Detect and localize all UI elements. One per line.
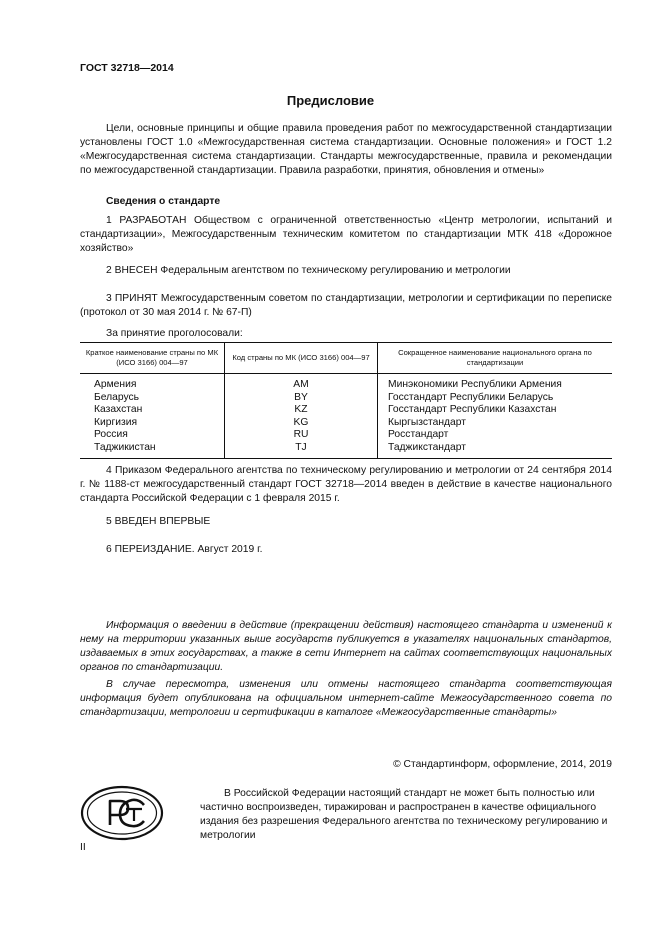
country-code: AM (225, 374, 378, 392)
country-name: Казахстан (94, 404, 143, 415)
rst-logo-icon (80, 785, 164, 841)
item-4-order: 4 Приказом Федерального агентства по техническому регулированию и метрологии от 24 сентября 2014 г. № 1188-ст межгосударственный стандарт ГОСТ 32718—2014 введен в действие в качестве национального стандарта Российской Федерации с 1 февраля 2015 г. (80, 465, 612, 504)
country-name: Таджикистан (80, 442, 225, 459)
standards-body: Госстандарт Республики Казахстан (388, 404, 557, 415)
item-2-submitted: 2 ВНЕСЕН Федеральным агентством по техническому регулированию и метрологии (106, 265, 511, 276)
document-number: ГОСТ 32718—2014 (80, 62, 174, 74)
page-title: Предисловие (286, 93, 375, 108)
standards-body: Госстандарт Республики Беларусь (388, 391, 554, 403)
country-code: TJ (225, 442, 378, 459)
voting-countries-table (80, 342, 612, 459)
table-row (80, 442, 612, 459)
standards-body: Кыргызстандарт (388, 416, 467, 428)
table-header-row (80, 343, 612, 374)
country-name: Армения (94, 379, 137, 390)
table-row (80, 392, 612, 405)
column-header-code: Код страны по МК (ИСО 3166) 004—97 (225, 343, 378, 374)
standards-body: Минэкономики Республики Армения (388, 379, 562, 390)
country-name: Беларусь (94, 391, 140, 403)
table-row (80, 429, 612, 442)
country-code: KG (225, 417, 378, 430)
page-number: II (80, 842, 86, 853)
standards-body: Таджикстандарт (378, 442, 613, 459)
rights-notice: В Российской Федерации настоящий стандарт не может быть полностью или частично воспроизведен, тиражирован и распространен в качестве официального издания без разрешения Федерального агентства по техническому регулированию и метрологии (200, 788, 608, 841)
column-header-country: Краткое наименование страны по МК (ИСО 3166) 004—97 (80, 343, 225, 374)
country-code: BY (225, 392, 378, 405)
table-row (80, 374, 612, 392)
item-5-introduced: 5 ВВЕДЕН ВПЕРВЫЕ (106, 516, 211, 527)
table-row (80, 417, 612, 430)
copyright-notice: © Стандартинформ, оформление, 2014, 2019 (393, 759, 612, 770)
voted-label: За принятие проголосовали: (106, 328, 243, 339)
section-title: Сведения о стандарте (106, 196, 221, 207)
info-paragraph-1: Информация о введении в действие (прекращении действия) настоящего стандарта и изменений к нему на территории указанных выше государств публикуется в указателях национальных стандартов, издаваемых в этих государствах, а также в сети Интернет на сайтах соответствующих национальных органов по стандартизации. (80, 620, 612, 673)
intro-paragraph: Цели, основные принципы и общие правила проведения работ по межгосударственной стандартизации установлены ГОСТ 1.0 «Межгосударственная система стандартизации. Основные положения» и ГОСТ 1.2 «Межгосударственная система стандартизации. Стандарты межгосударственные, правила и рекомендации по межгосударственной стандартизации. Правила разработки, принятия, обновления и отмены» (80, 123, 612, 176)
table-row (80, 404, 612, 417)
country-code: KZ (225, 404, 378, 417)
item-1-developed: 1 РАЗРАБОТАН Обществом с ограниченной ответственностью «Центр метрологии, испытаний и стандартизации», Межгосударственным техническим комитетом по стандартизации МТК 418 «Дорожное хозяйство» (80, 215, 612, 254)
country-code: RU (225, 429, 378, 442)
item-3-adopted: 3 ПРИНЯТ Межгосударственным советом по стандартизации, метрологии и сертификации по переписке (протокол от 30 мая 2014 г. № 67-П) (80, 293, 612, 318)
column-header-body: Сокращенное наименование национального органа по стандартизации (378, 343, 613, 374)
info-paragraph-2: В случае пересмотра, изменения или отмены настоящего стандарта соответствующая информация будет опубликована на официальном интернет-сайте Межгосударственного совета по стандартизации, метрологии и сертификации в каталоге «Межгосударственные стандарты» (80, 679, 612, 718)
standards-body: Росстандарт (388, 429, 449, 440)
country-name: Киргизия (94, 416, 138, 428)
item-6-reissue: 6 ПЕРЕИЗДАНИЕ. Август 2019 г. (106, 544, 263, 555)
country-name: Россия (94, 429, 128, 440)
